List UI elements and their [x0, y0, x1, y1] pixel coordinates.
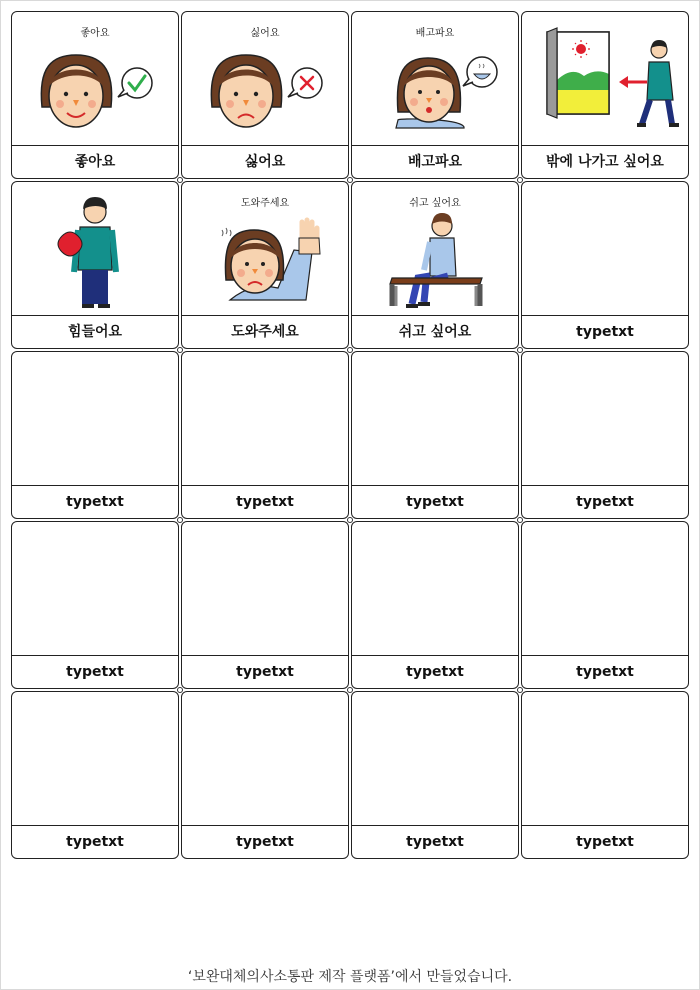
board-card-empty[interactable] [181, 521, 349, 689]
grid-junction [177, 347, 183, 353]
board-card-go-outside[interactable] [521, 11, 689, 179]
card-label: typetxt [522, 825, 688, 858]
grid-junction [177, 177, 183, 183]
card-caption: 도와주세요 [240, 198, 290, 209]
board-card-empty[interactable] [11, 351, 179, 519]
card-label: typetxt [522, 655, 688, 688]
board-card-empty[interactable] [521, 351, 689, 519]
grid-junction [177, 517, 183, 523]
board-card-tired[interactable] [11, 181, 179, 349]
sad-face-cross-icon [182, 12, 348, 146]
card-label: 도와주세요 [182, 315, 348, 348]
sitting-on-bench-icon [352, 182, 518, 316]
board-card-empty[interactable] [521, 181, 689, 349]
card-label: 좋아요 [12, 145, 178, 178]
card-caption: 싫어요 [250, 28, 280, 39]
card-label: typetxt [522, 315, 688, 348]
hungry-face-bowl-icon [352, 12, 518, 146]
board-card-empty[interactable] [351, 521, 519, 689]
card-label: 밖에 나가고 싶어요 [522, 145, 688, 178]
card-label: typetxt [522, 485, 688, 518]
grid-junction [347, 177, 353, 183]
grid-junction [347, 687, 353, 693]
board-card-empty[interactable] [11, 691, 179, 859]
help-hand-raised-icon [182, 182, 348, 316]
card-label: typetxt [182, 825, 348, 858]
grid-junction [517, 687, 523, 693]
board-card-hungry[interactable] [351, 11, 519, 179]
communication-board [11, 11, 689, 861]
board-card-empty[interactable] [351, 691, 519, 859]
card-label: 배고파요 [352, 145, 518, 178]
happy-face-check-icon [12, 12, 178, 146]
board-card-empty[interactable] [11, 521, 179, 689]
board-card-help[interactable] [181, 181, 349, 349]
card-label: typetxt [12, 825, 178, 858]
card-label: typetxt [12, 655, 178, 688]
grid-junction [517, 177, 523, 183]
card-label: typetxt [182, 655, 348, 688]
card-label: typetxt [12, 485, 178, 518]
card-label: 쉬고 싶어요 [352, 315, 518, 348]
card-label: typetxt [182, 485, 348, 518]
card-label: 싫어요 [182, 145, 348, 178]
grid-junction [177, 687, 183, 693]
card-caption: 좋아요 [80, 28, 110, 39]
board-card-empty[interactable] [521, 521, 689, 689]
tired-boy-icon [12, 182, 178, 316]
board-card-rest[interactable] [351, 181, 519, 349]
card-label: 힘들어요 [12, 315, 178, 348]
board-card-dislike[interactable] [181, 11, 349, 179]
board-card-empty[interactable] [351, 351, 519, 519]
board-card-like[interactable] [11, 11, 179, 179]
footer-credit: ‘보완대체의사소통판 제작 플랫폼’에서 만들었습니다. [187, 969, 513, 985]
grid-junction [347, 517, 353, 523]
card-caption: 배고파요 [415, 28, 455, 39]
card-label: typetxt [352, 655, 518, 688]
grid-junction [517, 517, 523, 523]
board-card-empty[interactable] [181, 351, 349, 519]
card-label: typetxt [352, 825, 518, 858]
grid-junction [517, 347, 523, 353]
grid-junction [347, 347, 353, 353]
card-caption: 쉬고 싶어요 [409, 198, 461, 209]
card-label: typetxt [352, 485, 518, 518]
board-card-empty[interactable] [181, 691, 349, 859]
board-card-empty[interactable] [521, 691, 689, 859]
walk-out-door-icon [522, 12, 688, 146]
